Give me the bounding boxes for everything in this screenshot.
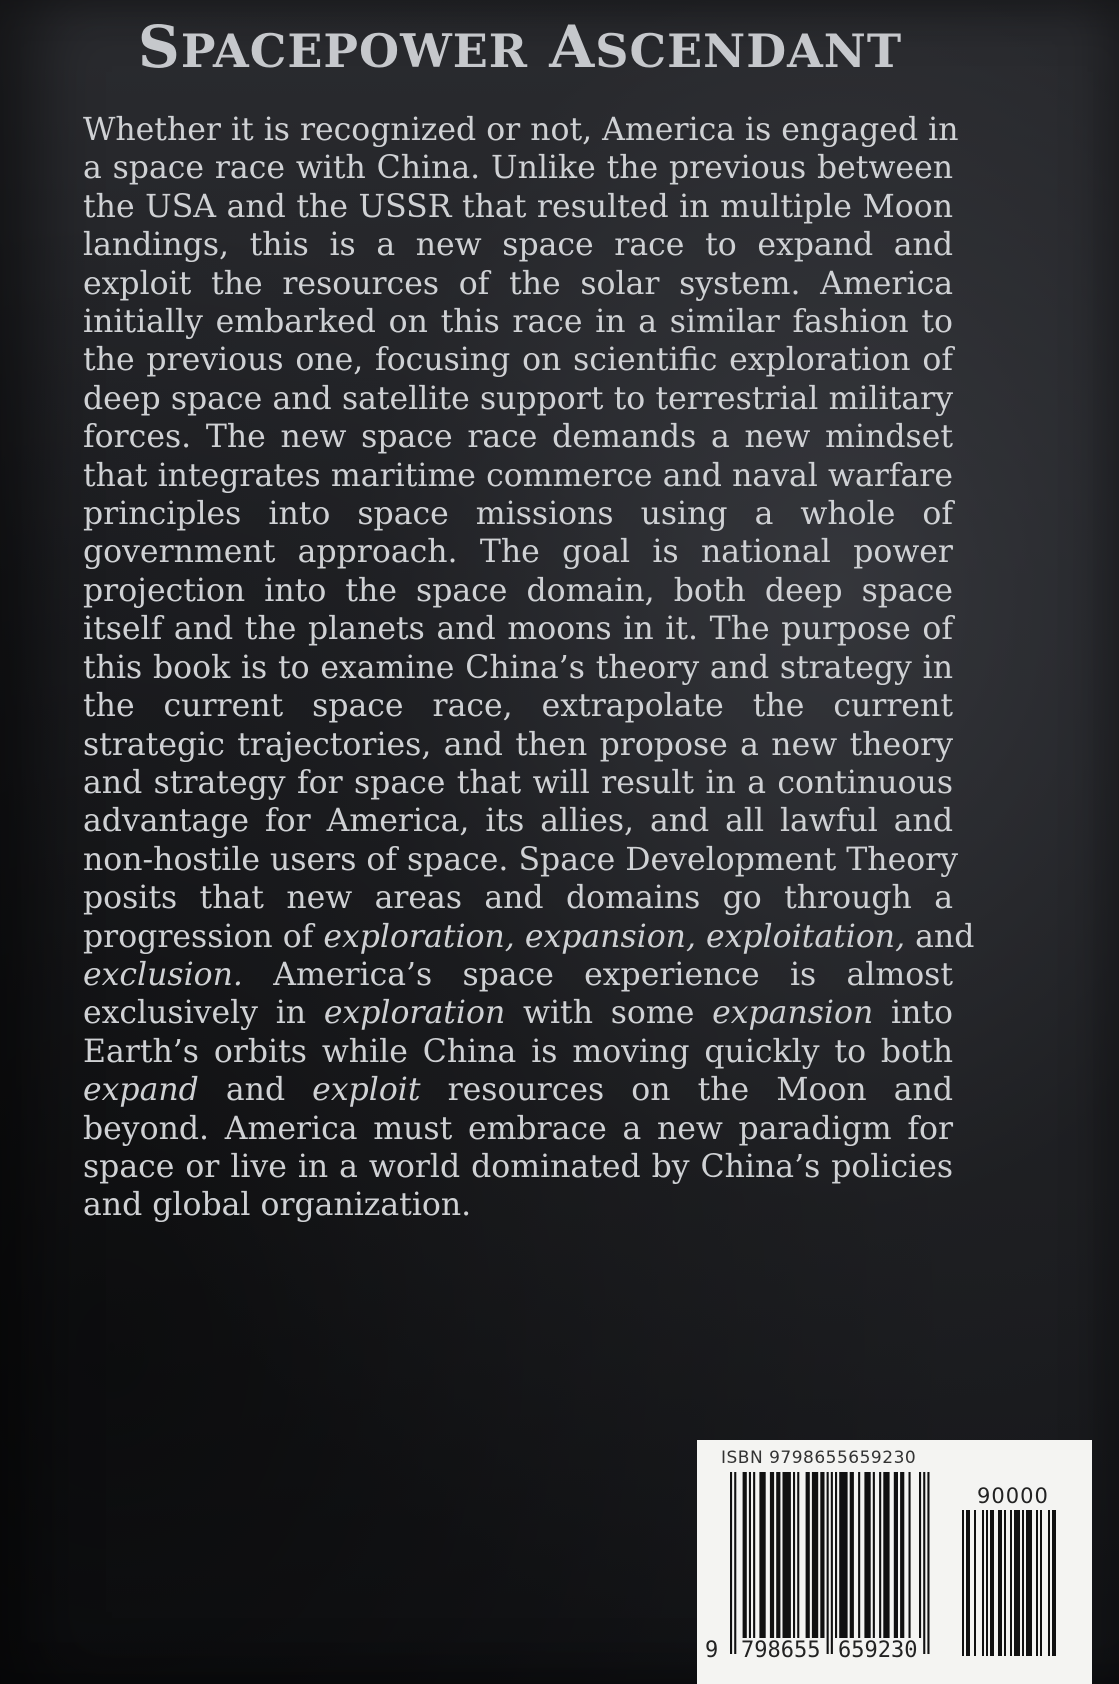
- barcode-bar: [962, 1510, 964, 1656]
- blurb-line: itself and the planets and moons in it. The purpose of: [83, 611, 953, 648]
- blurb-line: the previous one, focusing on scientific exploration of: [83, 342, 953, 379]
- barcode-bar: [812, 1472, 818, 1638]
- blurb-line: government approach. The goal is national power: [83, 534, 953, 571]
- barcode-bar: [1052, 1510, 1056, 1656]
- barcode-digit-group-1: 798655: [741, 1638, 821, 1663]
- blurb-line: the current space race, extrapolate the current: [83, 688, 953, 725]
- blurb-italic-text: expansion: [712, 995, 874, 1032]
- barcode-bar: [749, 1472, 751, 1638]
- ean-barcode-bars: [730, 1472, 940, 1658]
- barcode-bar: [839, 1472, 847, 1638]
- addon-barcode-bars: [962, 1510, 1074, 1656]
- blurb-line: and strategy for space that will result in a continuous: [83, 764, 953, 801]
- barcode-bar: [831, 1472, 833, 1654]
- barcode-bar: [776, 1472, 780, 1638]
- blurb-line: [83, 1071, 953, 1109]
- blurb-line: a space race with China. Unlike the previous between: [83, 150, 953, 187]
- blurb-line: Whether it is recognized or not, America is engaged in: [83, 112, 959, 148]
- barcode-bar: [753, 1472, 755, 1638]
- blurb-text: resources on the Moon and: [420, 1072, 953, 1109]
- title-word-1-rest: PACEPOWER: [180, 24, 529, 78]
- barcode-bar: [927, 1472, 929, 1654]
- barcode-bar: [883, 1472, 889, 1638]
- barcode-bar: [1048, 1510, 1050, 1656]
- title-initial-s: S: [137, 13, 181, 81]
- barcode-bar: [797, 1472, 799, 1638]
- barcode-bar: [894, 1472, 898, 1638]
- blurb-line: posits that new areas and domains go through a: [83, 880, 953, 917]
- blurb-line: Earth’s orbits while China is moving quickly to both: [83, 1033, 953, 1070]
- blurb-line: space or live in a world dominated by China’s policies: [83, 1148, 953, 1185]
- blurb-line: beyond. America must embrace a new paradigm for: [83, 1110, 953, 1147]
- book-title: [0, 13, 1040, 81]
- isbn-barcode: [697, 1440, 1092, 1684]
- barcode-bar: [858, 1472, 860, 1638]
- barcode-bar: [827, 1472, 829, 1654]
- blurb-text: and: [905, 918, 975, 955]
- barcode-bar: [1004, 1510, 1006, 1656]
- blurb-line: forces. The new space race demands a new mindset: [83, 419, 953, 456]
- blurb-line: [83, 994, 953, 1032]
- blurb-text: progression of: [83, 918, 324, 955]
- blurb-line: initially embarked on this race in a similar fashion to: [83, 304, 953, 341]
- blurb-line: and global organization.: [83, 1187, 472, 1224]
- barcode-bar: [986, 1510, 988, 1656]
- barcode-bar: [770, 1472, 774, 1638]
- blurb-text: exclusively in: [83, 995, 324, 1032]
- blurb-line: principles into space missions using a whole of: [83, 496, 953, 533]
- blurb-italic-text: exploit: [312, 1072, 421, 1109]
- barcode-bar: [783, 1472, 791, 1638]
- barcode-digit-group-2: 659230: [838, 1638, 918, 1663]
- blurb-line: [83, 918, 975, 956]
- blurb-text: America’s space experience is almost: [242, 956, 953, 993]
- barcode-bar: [919, 1472, 921, 1638]
- blurb-line: exploit the resources of the solar system. America: [83, 265, 953, 302]
- barcode-bar: [734, 1472, 736, 1654]
- barcode-bar: [909, 1472, 911, 1638]
- blurb-italic-text: expand: [83, 1072, 199, 1109]
- barcode-bar: [1036, 1510, 1038, 1656]
- barcode-bar: [1010, 1510, 1012, 1656]
- barcode-bar: [864, 1472, 870, 1638]
- barcode-bar: [1026, 1510, 1032, 1656]
- barcode-lead-digit: 9: [705, 1638, 719, 1663]
- barcode-bar: [730, 1472, 732, 1654]
- blurb-line: that integrates maritime commerce and naval warfare: [83, 457, 953, 494]
- barcode-bar: [1014, 1510, 1020, 1656]
- blurb-line: this book is to examine China’s theory and strategy in: [83, 649, 953, 686]
- barcode-bar: [974, 1510, 976, 1656]
- blurb-italic-text: exploration: [323, 995, 506, 1032]
- barcode-bar: [923, 1472, 925, 1654]
- title-word-2-rest: SCENDANT: [595, 24, 903, 78]
- barcode-bar: [873, 1472, 875, 1638]
- barcode-bar: [879, 1472, 881, 1638]
- barcode-bar: [820, 1472, 824, 1638]
- blurb-text: with some: [505, 995, 713, 1032]
- blurb-line: deep space and satellite support to terrestrial military: [83, 380, 953, 417]
- barcode-bar: [998, 1510, 1002, 1656]
- barcode-bar: [990, 1510, 994, 1656]
- blurb-line: [83, 956, 953, 994]
- price-code-label: 90000: [977, 1484, 1049, 1508]
- blurb-line: landings, this is a new space race to expand and: [83, 227, 953, 264]
- blurb-text: into: [873, 995, 953, 1032]
- barcode-bar: [743, 1472, 747, 1638]
- barcode-bar: [982, 1510, 984, 1656]
- barcode-bar: [806, 1472, 810, 1638]
- blurb-italic-text: exclusion.: [83, 956, 243, 993]
- book-blurb: [83, 111, 975, 1225]
- blurb-line: the USA and the USSR that resulted in multiple Moon: [83, 188, 953, 225]
- isbn-label: ISBN 9798655659230: [721, 1448, 917, 1468]
- barcode-bar: [835, 1472, 837, 1638]
- blurb-italic-text: exploration, expansion, exploitation,: [323, 918, 906, 955]
- barcode-bar: [793, 1472, 795, 1638]
- barcode-bar: [900, 1472, 904, 1638]
- barcode-bar: [850, 1472, 854, 1638]
- barcode-bar: [1040, 1510, 1042, 1656]
- blurb-line: advantage for America, its allies, and all lawful and: [83, 803, 953, 840]
- blurb-line: strategic trajectories, and then propose a new theory: [83, 726, 953, 763]
- title-initial-a: A: [549, 13, 596, 81]
- barcode-bar: [966, 1510, 970, 1656]
- barcode-bar: [759, 1472, 765, 1638]
- blurb-line: projection into the space domain, both deep space: [83, 572, 953, 609]
- blurb-line: non-hostile users of space. Space Development Theory: [83, 841, 959, 878]
- blurb-text: and: [198, 1072, 313, 1109]
- barcode-bar: [1022, 1510, 1024, 1656]
